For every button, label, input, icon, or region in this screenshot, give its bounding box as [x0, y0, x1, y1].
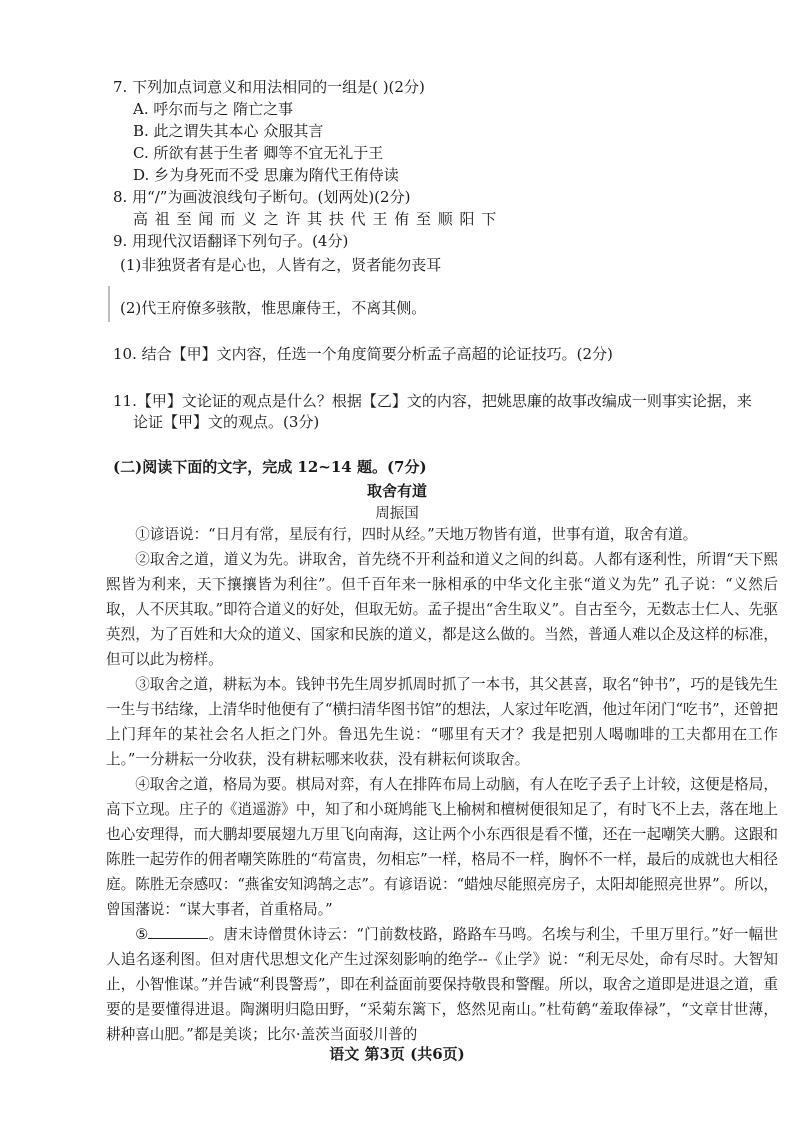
q9-sentence-2: (2)代王府僚多骇散，惟思廉侍王，不离其侧。 [120, 299, 427, 317]
paragraph-3: ③取舍之道，耕耘为本。钱钟书先生周岁抓周时抓了一本书，其父甚喜，取名“钟书”，巧的是钱先生一生与书结缘，上清华时他便有了“横扫清华图书馆”的想法，人家过年吃酒，他过年闭门“吃书”，还曾把上门拜年的某社会名人拒之门外。鲁迅先生说：“哪里有天才？我是把别人喝咖啡的工夫都用在工作上。”一分耕耘一分收获，没有耕耘哪来收获，没有耕耘何谈取舍。 [106, 676, 778, 768]
q8-stem: 8. 用“/”为画波浪线句子断句。(划两处)(2分) [113, 188, 411, 206]
page-footer: 语文 第3页 (共6页) [329, 1045, 465, 1063]
q7-option-d: D. 乡为身死而不受 思廉为隋代王侑侍读 [133, 166, 399, 184]
q9-stem: 9. 用现代汉语翻译下列句子。(4分) [113, 232, 349, 250]
answer-blank[interactable] [148, 924, 208, 939]
q7-option-a: A. 呼尔而与之 隋亡之事 [133, 100, 294, 118]
paragraph-1: ①谚语说：“日月有常，星辰有行，四时从经。”天地万物皆有道，世事有道，取舍有道。 [135, 526, 698, 543]
passage-title: 取舍有道 [366, 482, 427, 500]
paragraph-4: ④取舍之道，格局为要。棋局对弈，有人在排阵布局上动脑，有人在吃子丢子上计较，这便是格局，高下立现。庄子的《逍遥游》中，知了和小斑鸠能飞上榆树和檀树便很知足了，有时飞不上去，落在地上也心安理得，而大鹏却要展翅九万里飞向南海，这让两个小东西很是看不懂，还在一起嘲笑大鹏。这跟和陈胜一起劳作的佣者嘲笑陈胜的“苟富贵，勿相忘”一样，格局不一样，胸怀不一样，最后的成就也大相径庭。陈胜无奈感叹：“燕雀安知鸿鹄之志”。有谚语说：“蜡烛尽能照亮房子，太阳却能照亮世界”。所以，曾国藩说：“谋大事者，首重格局。” [106, 776, 778, 918]
passage-author: 周振国 [375, 506, 419, 522]
q7-stem: 7. 下列加点词意义和用法相同的一组是( )(2分) [113, 78, 425, 96]
q11-line-1: 11.【甲】文论证的观点是什么？根据【乙】文的内容，把姚思廉的故事改编成一则事实论据，来 [113, 392, 752, 410]
q7-option-b: B. 此之谓失其本心 众服其言 [133, 122, 324, 140]
section2-header: (二)阅读下面的文字，完成 12~14 题。(7分) [113, 458, 427, 476]
q10-stem: 10. 结合【甲】文内容，任选一个角度简要分析孟子高超的论证技巧。(2分) [113, 345, 613, 363]
margin-mark [108, 286, 110, 322]
paragraph-5 [106, 922, 778, 1047]
paragraph-5-label: ⑤ [135, 926, 149, 943]
paragraph-5-text: 。唐末诗僧贯休诗云：“门前数枝路，路路车马鸣。名埃与利尘，千里万里行。”好一幅世人追名逐利图。但对唐代思想文化产生过深刻影响的绝学--《止学》说：“利无尽处，命有尽时。大智知止，小智惟谋。”并告诫“利畏警焉”，即在利益面前要保持敬畏和警醒。所以，取舍之道即是进退之道，重要的是要懂得进退。陶渊明归隐田野，“采菊东篱下，悠然见南山。”杜荀鹤“羞取俸禄”，“文章甘世薄，耕种喜山肥。”都是美谈；比尔·盖茨当面驳川普的 [106, 926, 779, 1043]
q7-option-c: C. 所欲有甚于生者 卿等不宜无礼于王 [133, 144, 384, 162]
passage-body [106, 522, 778, 1047]
paragraph-2: ②取舍之道，道义为先。讲取舍，首先绕不开利益和道义之间的纠葛。人都有逐利性，所谓“天下熙熙皆为利来，天下攘攘皆为利往”。但千百年来一脉相承的中华文化主张“道义为先” 孔子说：“义然后取，人不厌其取。”即符合道义的好处，但取无妨。孟子提出“舍生取义”。自古至今，无数志士仁人、先驱英烈，为了百姓和大众的道义、国家和民族的道义，都是这么做的。当然，普通人难以企及这样的标准，但可以此为榜样。 [106, 551, 778, 668]
q9-sentence-1: (1)非独贤者有是心也，人皆有之，贤者能勿丧耳 [120, 256, 442, 274]
q11-line-2: 论证【甲】文的观点。(3分) [133, 413, 320, 431]
q8-sentence: 高 祖 至 闻 而 义 之 许 其 扶 代 王 侑 至 顺 阳 下 [133, 210, 498, 228]
